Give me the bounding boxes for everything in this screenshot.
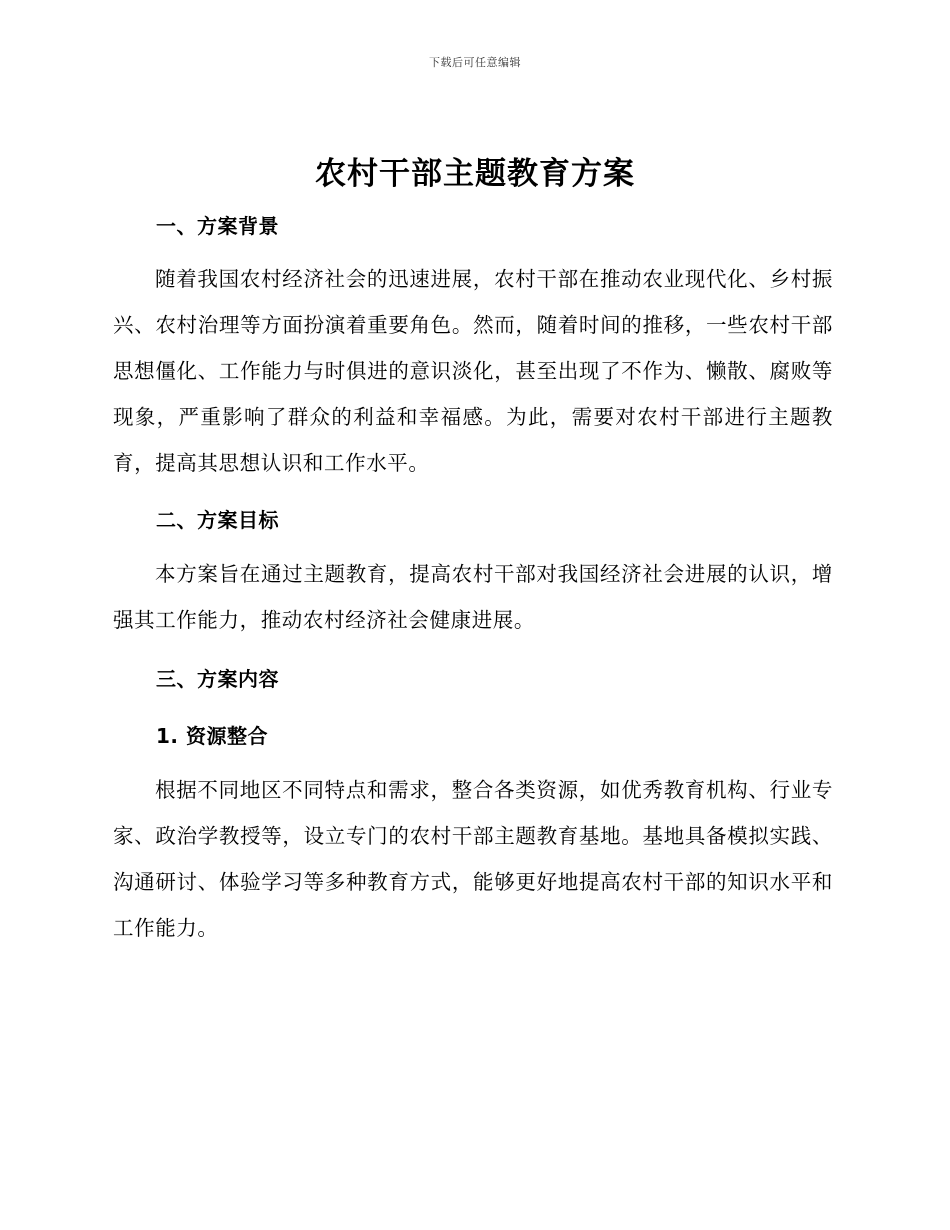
section-heading-content: 三、方案内容 [156, 667, 279, 691]
section-heading-background: 一、方案背景 [156, 214, 279, 238]
section-paragraph-background: 随着我国农村经济社会的迅速进展，农村干部在推动农业现代化、乡村振兴、农村治理等方面扮演着重要角色。然而，随着时间的推移，一些农村干部思想僵化、工作能力与时俱进的意识淡化，甚至出现了不作为、懒散、腐败等现象，严重影响了群众的利益和幸福感。为此，需要对农村干部进行主题教育，提高其思想认识和工作水平。 [113, 267, 833, 475]
page-header-note: 下载后可任意编辑 [429, 56, 521, 69]
subsection-heading-resource-integration: 1. 资源整合 [156, 724, 268, 748]
section-heading-goals: 二、方案目标 [156, 508, 279, 532]
section-paragraph-goals: 本方案旨在通过主题教育，提高农村干部对我国经济社会进展的认识，增强其工作能力，推动农村经济社会健康进展。 [113, 562, 833, 632]
document-title: 农村干部主题教育方案 [315, 156, 635, 192]
subsection-paragraph-resource-integration: 根据不同地区不同特点和需求，整合各类资源，如优秀教育机构、行业专家、政治学教授等，设立专门的农村干部主题教育基地。基地具备模拟实践、沟通研讨、体验学习等多种教育方式，能够更好地提高农村干部的知识水平和工作能力。 [113, 778, 833, 940]
